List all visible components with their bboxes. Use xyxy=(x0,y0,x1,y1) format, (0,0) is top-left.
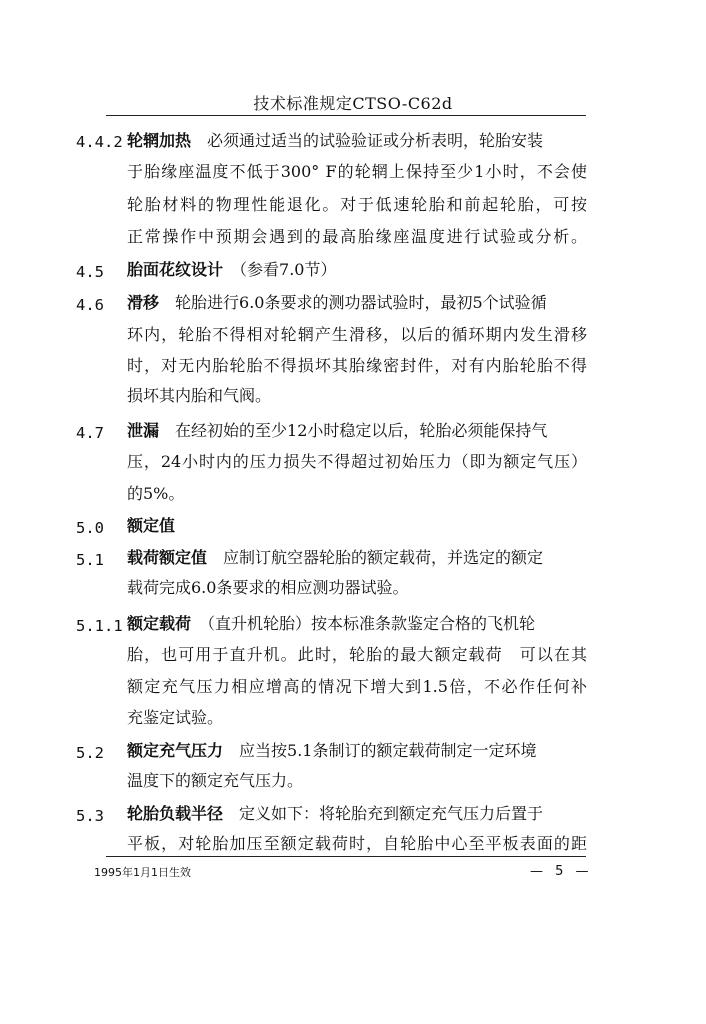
section-5-2-text: 应当按5.1条制订的额定载荷制定一定环境 xyxy=(239,741,537,760)
section-4-4-2-line-1 xyxy=(127,131,587,151)
section-4-7-line-2: 压，24小时内的压力损失不得超过初始压力（即为额定气压） xyxy=(127,452,587,471)
section-4-4-2-line-2: 于胎缘座温度不低于300° F的轮辋上保持至少1小时，不会使 xyxy=(127,162,587,181)
section-number-4-5: 4.5 xyxy=(76,263,104,281)
section-5-1-line-1 xyxy=(127,548,587,568)
section-number-4-4-2: 4.4.2 xyxy=(76,133,123,151)
section-4-7-line-1 xyxy=(127,421,587,441)
section-4-5-line-1 xyxy=(127,260,587,280)
section-number-5-1-1: 5.1.1 xyxy=(76,617,123,635)
section-number-5-1: 5.1 xyxy=(76,551,104,569)
section-5-2-title: 额定充气压力 xyxy=(127,741,224,760)
section-4-6-title: 滑移 xyxy=(127,293,160,312)
section-4-4-2-title: 轮辋加热 xyxy=(127,131,192,150)
section-5-0-title: 额定值 xyxy=(127,516,176,535)
section-number-5-0: 5.0 xyxy=(76,519,104,537)
section-5-3-title: 轮胎负载半径 xyxy=(127,804,224,823)
section-4-6-line-1 xyxy=(127,293,587,313)
section-number-4-6: 4.6 xyxy=(76,296,104,314)
section-4-6-text: 轮胎进行6.0条要求的测功器试验时，最初5个试验循 xyxy=(175,293,547,312)
section-4-6-line-4: 损坏其内胎和气阀。 xyxy=(127,386,272,405)
section-4-4-2-line-3: 轮胎材料的物理性能退化。对于低速轮胎和前起轮胎，可按 xyxy=(127,195,587,214)
section-5-1-1-title: 额定载荷 xyxy=(127,614,192,633)
section-5-1-1-line-4: 充鉴定试验。 xyxy=(127,708,224,727)
section-5-1-1-line-1 xyxy=(127,614,587,634)
section-5-3-line-1 xyxy=(127,804,587,824)
section-number-4-7: 4.7 xyxy=(76,424,104,442)
section-5-3-text: 定义如下：将轮胎充到额定充气压力后置于 xyxy=(239,804,544,823)
section-4-5-title: 胎面花纹设计 xyxy=(127,260,224,279)
effective-date: 1995年1月1日生效 xyxy=(94,866,191,879)
section-5-1-1-text: （直升机轮胎）按本标准条款鉴定合格的飞机轮 xyxy=(207,614,536,633)
section-4-7-text: 在经初始的至少12小时稳定以后，轮胎必须能保持气 xyxy=(175,421,548,440)
section-5-3-line-2: 平板，对轮胎加压至额定载荷时，自轮胎中心至平板表面的距 xyxy=(127,834,587,853)
section-5-1-line-2: 载荷完成6.0条要求的相应测功器试验。 xyxy=(127,578,409,597)
footer-rule xyxy=(106,856,586,857)
page-header-title: 技术标准规定CTSO-C62d xyxy=(253,94,453,113)
page-number: — 5 — xyxy=(530,864,593,879)
section-4-6-line-3: 时，对无内胎轮胎不得损坏其胎缘密封件，对有内胎轮胎不得 xyxy=(127,356,587,375)
header-rule xyxy=(106,115,586,116)
section-5-1-1-line-2: 胎，也可用于直升机。此时，轮胎的最大额定载荷 可以在其 xyxy=(127,645,587,664)
section-5-2-line-2: 温度下的额定充气压力。 xyxy=(127,771,304,790)
section-5-2-line-1 xyxy=(127,741,587,761)
section-5-1-title: 载荷额定值 xyxy=(127,548,208,567)
section-4-4-2-text: 必须通过适当的试验验证或分析表明，轮胎安装 xyxy=(207,131,544,150)
section-4-6-line-2: 环内，轮胎不得相对轮辋产生滑移，以后的循环期内发生滑移 xyxy=(127,325,587,344)
section-4-7-title: 泄漏 xyxy=(127,421,160,440)
section-number-5-2: 5.2 xyxy=(76,744,104,762)
section-5-1-1-line-3: 额定充气压力相应增高的情况下增大到1.5倍，不必作任何补 xyxy=(127,677,587,696)
section-4-5-text: （参看7.0节） xyxy=(239,260,337,279)
section-number-5-3: 5.3 xyxy=(76,807,104,825)
section-5-1-text: 应制订航空器轮胎的额定载荷，并选定的额定 xyxy=(223,548,544,567)
section-4-4-2-line-4: 正常操作中预期会遇到的最高胎缘座温度进行试验或分析。 xyxy=(127,227,587,246)
section-4-7-line-3: 的5%。 xyxy=(127,484,185,503)
